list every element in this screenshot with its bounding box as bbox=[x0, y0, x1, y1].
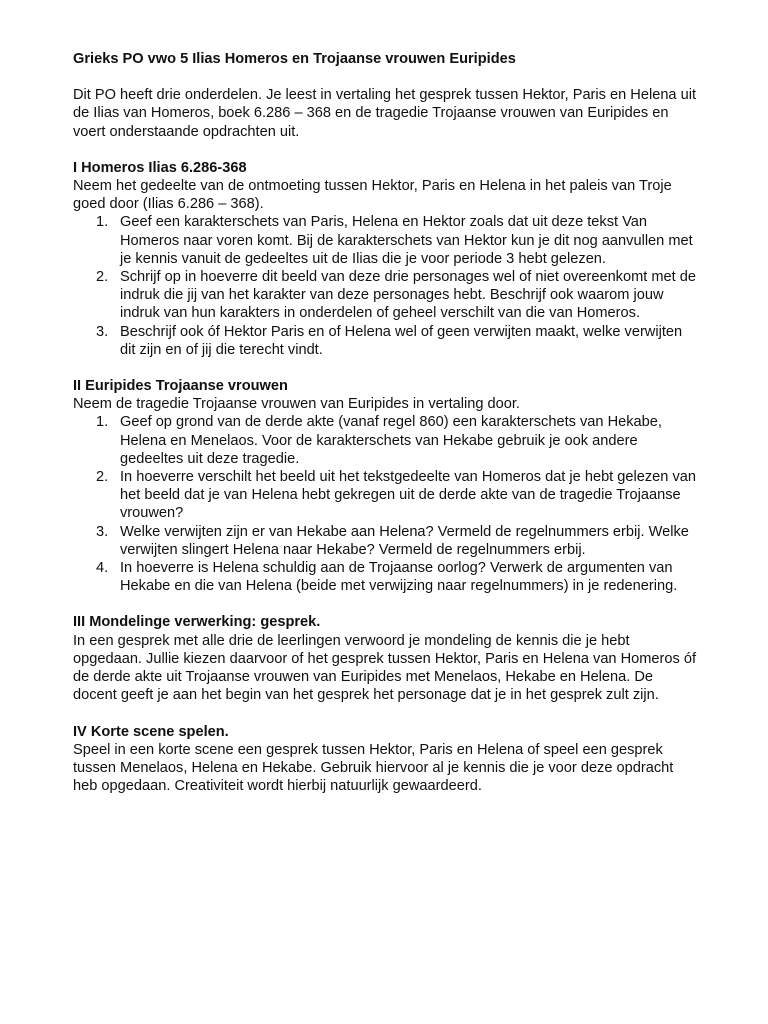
item-number: 2. bbox=[96, 469, 109, 486]
intro-paragraph: Dit PO heeft drie onderdelen. Je leest in vertaling het gesprek tussen Hektor, Paris en Helena uit de Ilias van Homeros, boek 6.286 – 368 en de tragedie Trojaanse vrouwen van Euripides en voert onderstaande opdrachten uit. bbox=[73, 87, 697, 140]
item-number: 1. bbox=[96, 214, 109, 231]
item-text: Geef op grond van de derde akte (vanaf regel 860) een karakterschets van Hekabe, Helena en Menelaos. Voor de karakterschets van Hekabe gebruik je ook andere gedeeltes uit deze tragedie. bbox=[120, 414, 662, 467]
section-gesprek bbox=[73, 613, 698, 704]
section-homeros bbox=[73, 159, 698, 359]
section-heading: I Homeros Ilias 6.286-368 bbox=[73, 159, 247, 176]
section-euripides bbox=[73, 377, 698, 595]
item-text: Geef een karakterschets van Paris, Helena en Hektor zoals dat uit deze tekst Van Homeros naar voren komt. Bij de karakterschets van Hektor kun je dit nog aanvullen met je kennis vanuit de gedeeltes uit de Ilias die je voor periode 3 hebt gelezen. bbox=[120, 214, 693, 267]
item-text: In hoeverre verschilt het beeld uit het tekstgedeelte van Homeros dat je hebt gelezen van het beeld dat je van Helena hebt gekregen uit de derde akte van de tragedie Trojaanse vrouwen? bbox=[120, 469, 696, 522]
section-text: Neem het gedeelte van de ontmoeting tussen Hektor, Paris en Helena in het paleis van Troje goed door (Ilias 6.286 – 368). bbox=[73, 178, 672, 213]
list-item bbox=[73, 413, 698, 468]
item-text: Welke verwijten zijn er van Hekabe aan Helena? Vermeld de regelnummers erbij. Welke verwijten slingert Helena naar Hekabe? Vermeld de regelnummers erbij. bbox=[120, 523, 689, 558]
item-text: Schrijf op in hoeverre dit beeld van deze drie personages wel of niet overeenkomt met de indruk die jij van het karakter van deze personages hebt. Beschrijf ook waarom jouw indruk van hun karakters in onderdelen of geheel verschilt van die van Homeros. bbox=[120, 269, 696, 322]
assignment-list bbox=[73, 213, 698, 359]
section-scene bbox=[73, 723, 698, 796]
list-item bbox=[73, 468, 698, 523]
item-number: 1. bbox=[96, 414, 109, 431]
item-number: 3. bbox=[96, 523, 109, 540]
document-title: Grieks PO vwo 5 Ilias Homeros en Trojaanse vrouwen Euripides bbox=[73, 51, 516, 67]
item-number: 3. bbox=[96, 323, 109, 340]
item-text: In hoeverre is Helena schuldig aan de Trojaanse oorlog? Verwerk de argumenten van Hekabe en die van Helena (beide met verwijzing naar regelnummers) in je redenering. bbox=[120, 560, 678, 595]
section-heading: III Mondelinge verwerking: gesprek. bbox=[73, 614, 321, 631]
list-item bbox=[73, 559, 698, 595]
list-item bbox=[73, 523, 698, 559]
list-item bbox=[73, 323, 698, 359]
list-item bbox=[73, 213, 698, 268]
section-text: In een gesprek met alle drie de leerlingen verwoord je mondeling de kennis die je hebt opgedaan. Jullie kiezen daarvoor of het gesprek tussen Hektor, Paris en Helena van Homeros óf de derde akte uit Trojaanse vrouwen van Euripides met Menelaos, Hekabe en Helena. De docent geeft je aan het begin van het gesprek het personage dat je in het gesprek zult zijn. bbox=[73, 632, 697, 704]
section-heading: IV Korte scene spelen. bbox=[73, 723, 229, 740]
assignment-list bbox=[73, 413, 698, 595]
section-heading: II Euripides Trojaanse vrouwen bbox=[73, 378, 288, 395]
item-number: 2. bbox=[96, 269, 109, 286]
item-number: 4. bbox=[96, 560, 109, 577]
item-text: Beschrijf ook óf Hektor Paris en of Helena wel of geen verwijten maakt, welke verwijten dit zijn en of jij die terecht vindt. bbox=[120, 323, 683, 358]
section-text: Neem de tragedie Trojaanse vrouwen van Euripides in vertaling door. bbox=[73, 396, 520, 413]
section-text: Speel in een korte scene een gesprek tussen Hektor, Paris en Helena of speel een gesprek tussen Menelaos, Helena en Hekabe. Gebruik hiervoor al je kennis die je voor deze opdracht heb opgedaan. Creativiteit wordt hierbij natuurlijk gewaardeerd. bbox=[73, 741, 674, 795]
list-item bbox=[73, 268, 698, 323]
